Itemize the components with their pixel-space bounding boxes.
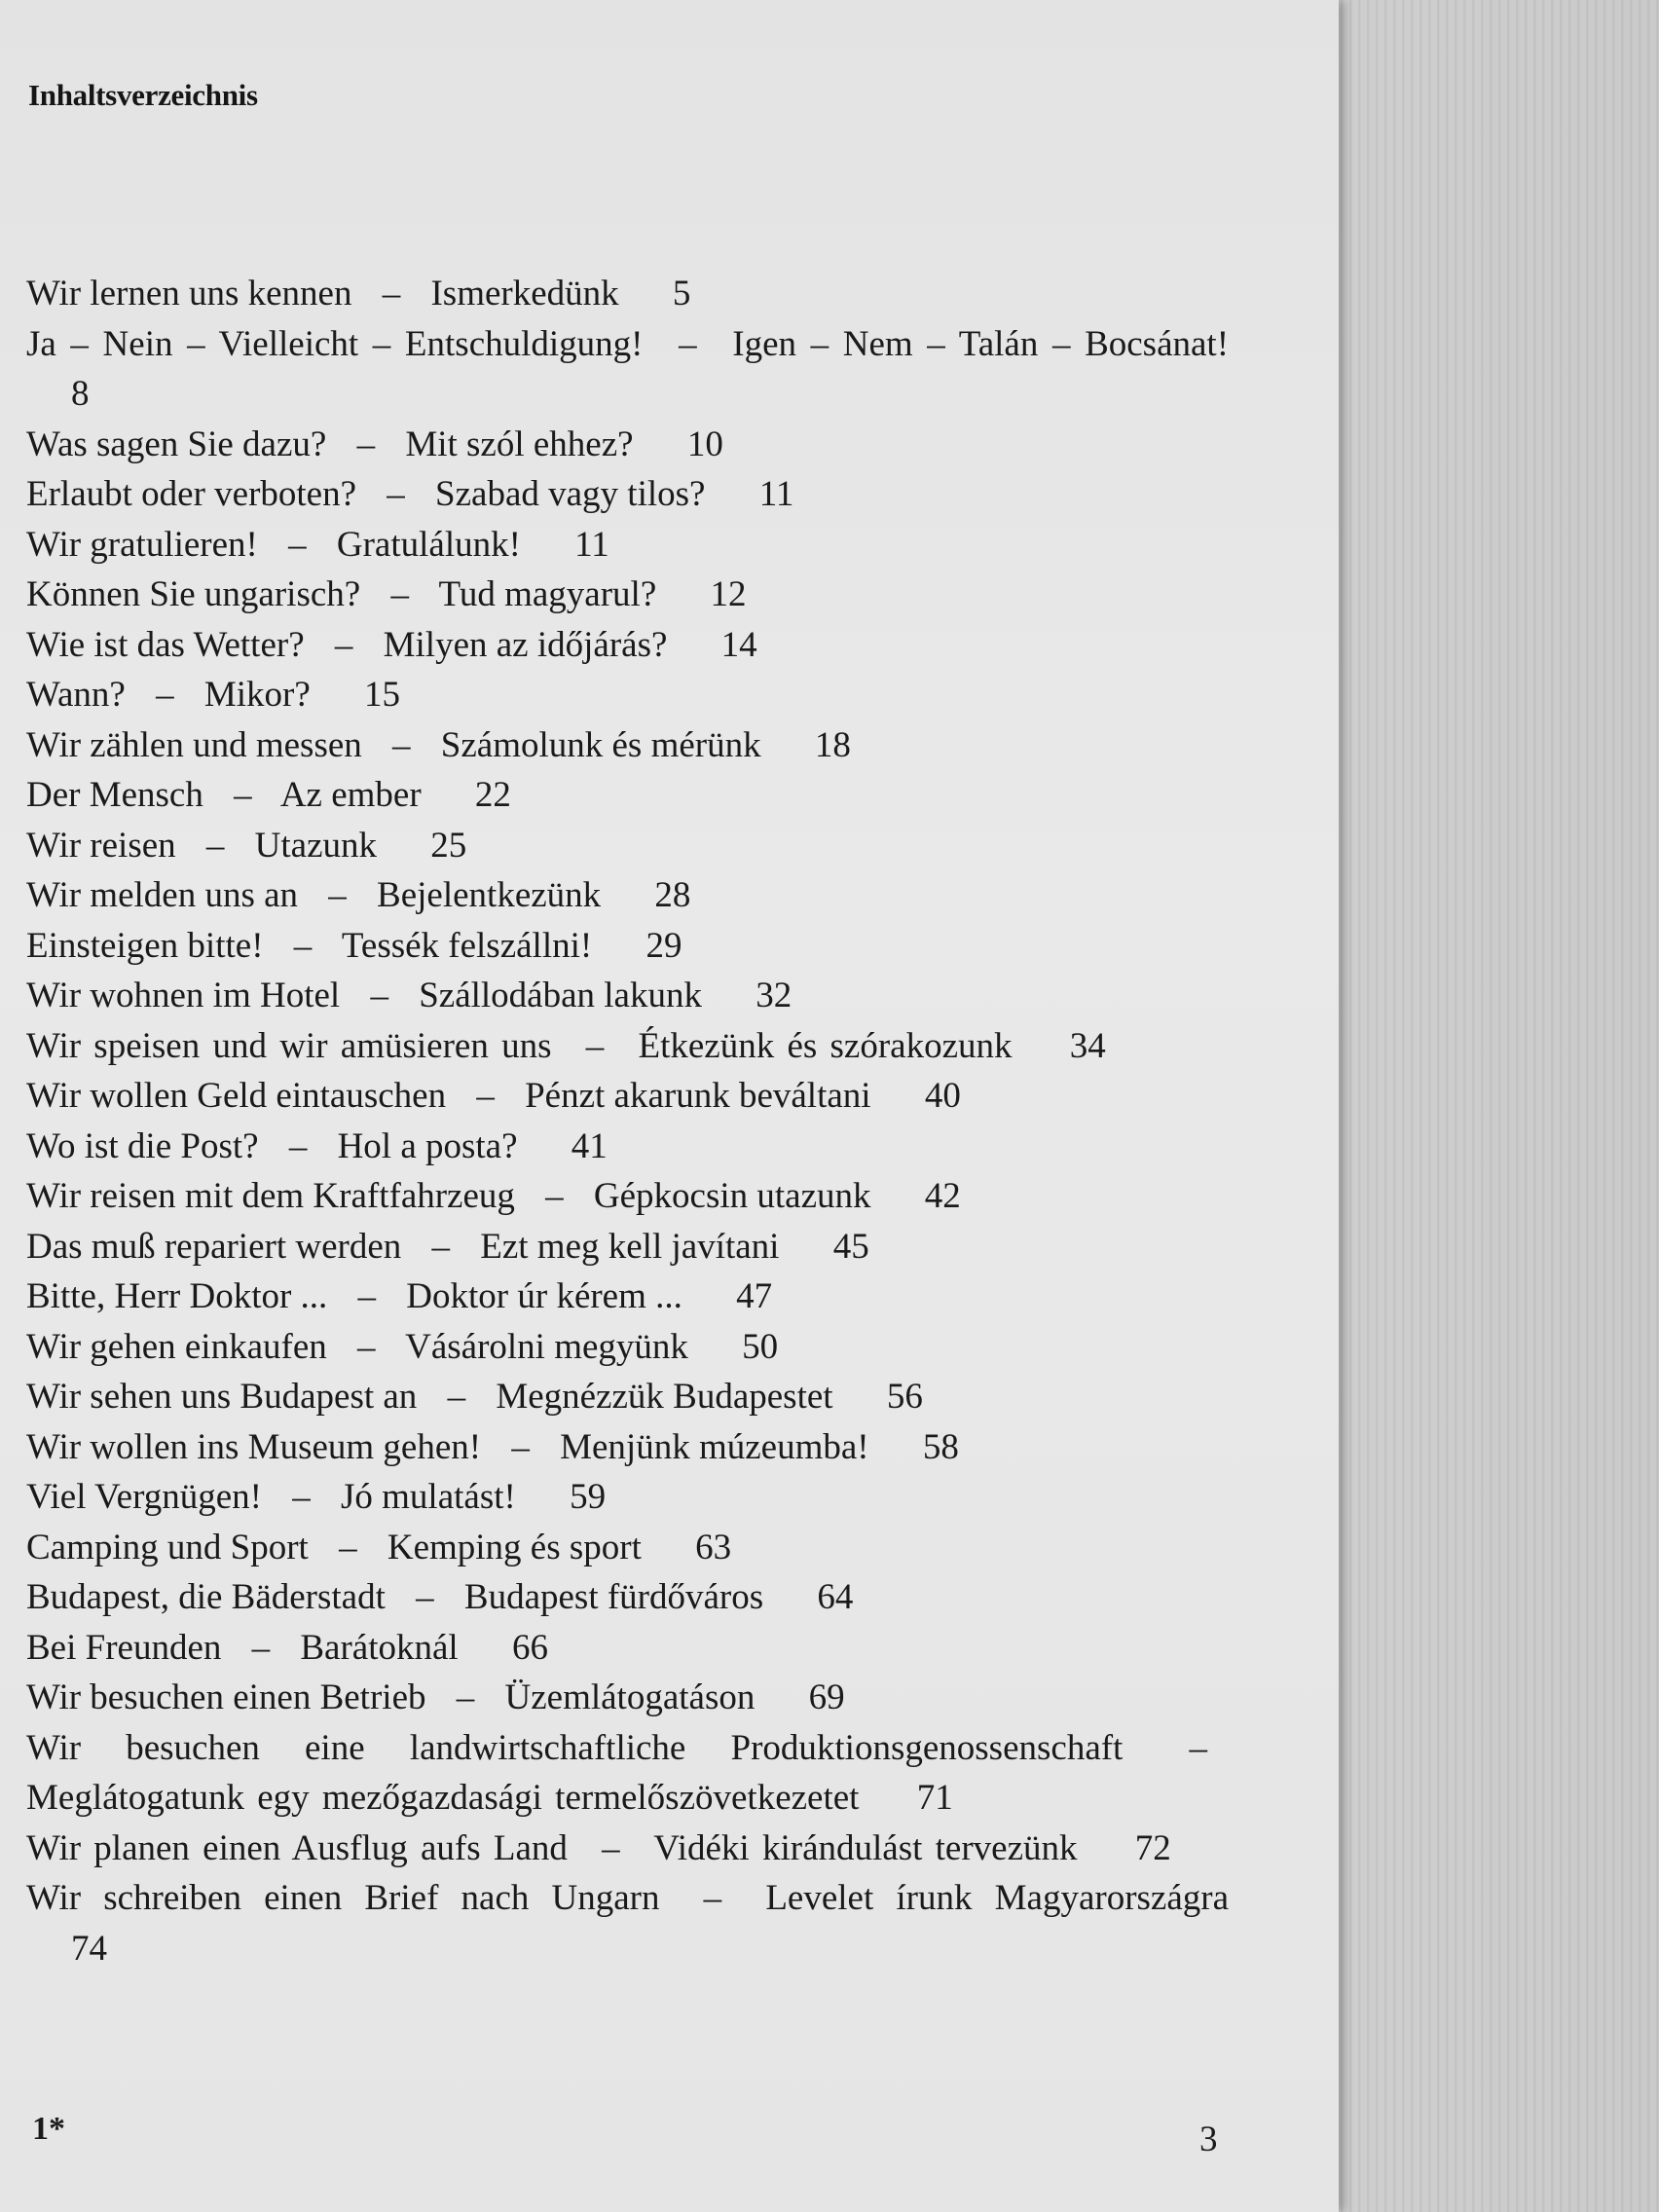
toc-entry-page-number: 45 — [832, 1226, 869, 1267]
toc-entry-hungarian: Jó mulatást! — [341, 1477, 516, 1517]
toc-entry-hungarian: Szállodában lakunk — [419, 976, 702, 1015]
toc-entry-page-number: 11 — [574, 524, 609, 565]
toc-entry-german: Wir besuchen einen Betrieb — [26, 1677, 426, 1717]
toc-entry-hungarian: Étkezünk és szórakozunk — [638, 1025, 1013, 1066]
toc-entry-page-number: 40 — [924, 1076, 961, 1116]
toc-entry-separator: – — [390, 574, 409, 614]
toc-entry-separator: – — [370, 976, 388, 1015]
toc-entry-page-number: 34 — [1069, 1025, 1106, 1066]
toc-entry-hungarian: Vásárolni megyünk — [405, 1326, 688, 1367]
toc-entry-german: Wir reisen — [26, 825, 176, 866]
toc-entry-separator: – — [292, 1477, 311, 1517]
toc-entry-separator: – — [447, 1377, 466, 1417]
toc-entry — [26, 720, 1229, 771]
toc-entry-hungarian: Bejelentkezünk — [377, 875, 602, 915]
toc-entry-hungarian: Mikor? — [203, 675, 311, 715]
toc-entry-page-number: 71 — [916, 1778, 953, 1818]
toc-entry-separator: – — [456, 1677, 475, 1717]
toc-entry-separator: – — [476, 1076, 495, 1116]
page-number: 3 — [1199, 2120, 1218, 2159]
toc-entry-hungarian: Gratulálunk! — [336, 524, 521, 565]
toc-entry-page-number: 12 — [710, 574, 747, 614]
table-of-contents — [26, 269, 1229, 1973]
toc-entry-german: Wir wollen Geld eintauschen — [26, 1076, 447, 1116]
toc-entry-separator: – — [382, 274, 401, 313]
toc-entry-page-number: 18 — [814, 724, 851, 765]
toc-entry-german: Bitte, Herr Doktor ... — [26, 1276, 328, 1316]
toc-entry-separator: – — [334, 624, 353, 665]
toc-entry-page-number: 72 — [1134, 1827, 1171, 1868]
toc-entry-hungarian: Kemping és sport — [387, 1527, 642, 1567]
toc-entry — [26, 1422, 1229, 1473]
toc-entry — [26, 670, 1229, 720]
toc-entry-separator: – — [545, 1176, 564, 1216]
toc-entry-german: Ja – Nein – Vielleicht – Entschuldigung! — [26, 323, 644, 364]
toc-entry-page-number: 10 — [686, 424, 723, 464]
toc-entry-hungarian: Milyen az időjárás? — [383, 624, 668, 665]
toc-entry-separator: – — [234, 775, 252, 815]
toc-entry-german: Wir reisen mit dem Kraftfahrzeug — [26, 1176, 515, 1216]
toc-entry-hungarian: Vidéki kirándulást tervezünk — [653, 1827, 1078, 1868]
toc-entry — [26, 770, 1229, 821]
toc-entry-page-number: 56 — [886, 1377, 923, 1417]
toc-entry-page-number: 28 — [654, 875, 691, 915]
toc-entry-hungarian: Tessék felszállni! — [341, 925, 593, 966]
toc-entry-hungarian: Tud magyarul? — [438, 574, 657, 614]
toc-entry-german: Wir wollen ins Museum gehen! — [26, 1426, 482, 1467]
toc-entry — [26, 1322, 1229, 1373]
toc-entry-separator: – — [703, 1878, 722, 1918]
toc-entry-separator: – — [357, 1276, 377, 1316]
toc-entry-hungarian: Ezt meg kell javítani — [480, 1226, 780, 1267]
toc-entry — [26, 870, 1229, 921]
toc-entry-hungarian: Pénzt akarunk beváltani — [525, 1076, 871, 1116]
toc-entry-german: Wir planen einen Ausflug aufs Land — [26, 1827, 568, 1868]
toc-entry-german: Wir lernen uns kennen — [26, 274, 352, 313]
page-title: Inhaltsverzeichnis — [28, 78, 258, 112]
toc-entry — [26, 420, 1229, 470]
toc-entry — [26, 1122, 1229, 1172]
toc-entry-german: Wo ist die Post? — [26, 1125, 259, 1166]
toc-entry-page-number: 50 — [742, 1326, 779, 1367]
toc-entry — [26, 821, 1229, 871]
toc-entry-german: Bei Freunden — [26, 1627, 222, 1668]
toc-entry-hungarian: Budapest fürdőváros — [463, 1577, 764, 1617]
toc-entry-separator: – — [585, 1025, 605, 1066]
toc-entry-page-number: 8 — [71, 374, 90, 414]
toc-entry-german: Der Mensch — [26, 775, 203, 815]
toc-entry-separator: – — [1189, 1727, 1207, 1768]
toc-entry-hungarian: Az ember — [279, 775, 422, 815]
toc-entry-page-number: 64 — [817, 1577, 854, 1617]
toc-entry-page-number: 74 — [71, 1928, 107, 1969]
toc-entry — [26, 269, 1229, 319]
toc-entry-separator: – — [356, 424, 376, 464]
toc-entry-german: Wir gratulieren! — [26, 524, 258, 565]
toc-entry-hungarian: Hol a posta? — [337, 1125, 518, 1166]
toc-entry-page-number: 25 — [430, 825, 467, 866]
toc-entry-separator: – — [328, 875, 347, 915]
toc-entry-page-number: 14 — [720, 624, 757, 665]
toc-entry — [26, 1523, 1229, 1573]
signature-mark: 1* — [32, 2111, 65, 2147]
toc-entry-page-number: 5 — [672, 274, 691, 313]
toc-entry — [26, 971, 1229, 1021]
toc-entry-separator: – — [293, 925, 313, 966]
toc-entry-hungarian: Menjünk múzeumba! — [560, 1426, 869, 1467]
toc-entry-hungarian: Megnézzük Budapestet — [496, 1377, 833, 1417]
toc-entry-separator: – — [679, 323, 697, 364]
toc-entry — [26, 1021, 1229, 1072]
toc-entry-hungarian: Meglátogatunk egy mezőgazdasági termelőszövetkezetet — [26, 1778, 860, 1818]
toc-entry-hungarian: Levelet írunk Magyarországra — [765, 1878, 1230, 1918]
toc-entry-german: Einsteigen bitte! — [26, 925, 264, 966]
toc-entry-german: Das muß repariert werden — [26, 1226, 402, 1267]
toc-entry-hungarian: Számolunk és mérünk — [440, 724, 761, 765]
toc-entry-german: Budapest, die Bäderstadt — [26, 1577, 386, 1617]
toc-entry-separator: – — [602, 1827, 620, 1868]
toc-entry-german: Wir speisen und wir amüsieren uns — [26, 1025, 552, 1066]
toc-entry-german: Wir sehen uns Budapest an — [26, 1377, 418, 1417]
toc-entry-hungarian: Gépkocsin utazunk — [593, 1176, 871, 1216]
toc-entry-german: Wir melden uns an — [26, 875, 299, 915]
toc-entry-separator: – — [156, 675, 174, 715]
toc-entry-page-number: 29 — [645, 925, 682, 966]
toc-entry-hungarian: Szabad vagy tilos? — [435, 474, 706, 514]
toc-entry-page-number: 42 — [924, 1176, 961, 1216]
toc-entry-german: Wir zählen und messen — [26, 724, 362, 765]
toc-entry-separator: – — [392, 724, 411, 765]
toc-entry — [26, 469, 1229, 520]
toc-entry — [26, 1272, 1229, 1322]
toc-entry-german: Wie ist das Wetter? — [26, 624, 305, 665]
toc-entry-separator: – — [357, 1326, 376, 1367]
toc-entry-page-number: 15 — [364, 675, 400, 715]
toc-entry-german: Wir besuchen eine landwirtschaftliche Produktionsgenossenschaft — [26, 1727, 1124, 1768]
toc-entry — [26, 1572, 1229, 1623]
toc-entry-page-number: 47 — [736, 1276, 773, 1316]
toc-entry-hungarian: Barátoknál — [300, 1627, 459, 1668]
toc-entry — [26, 1873, 1229, 1973]
toc-entry-page-number: 11 — [758, 474, 794, 514]
toc-entry — [26, 1824, 1229, 1874]
toc-entry-german: Camping und Sport — [26, 1527, 309, 1567]
toc-entry-german: Wir schreiben einen Brief nach Ungarn — [26, 1878, 660, 1918]
toc-entry-german: Was sagen Sie dazu? — [26, 424, 327, 464]
toc-entry-hungarian: Üzemlátogatáson — [504, 1677, 756, 1717]
toc-entry-hungarian: Utazunk — [254, 825, 377, 866]
toc-entry-german: Wir wohnen im Hotel — [26, 976, 341, 1015]
toc-entry — [26, 319, 1229, 420]
toc-entry-separator: – — [251, 1627, 271, 1668]
toc-entry-page-number: 66 — [511, 1627, 548, 1668]
toc-entry-hungarian: Mit szól ehhez? — [405, 424, 634, 464]
toc-entry — [26, 1623, 1229, 1674]
toc-entry-page-number: 41 — [571, 1125, 608, 1166]
toc-entry-hungarian: Doktor úr kérem ... — [406, 1276, 682, 1316]
toc-entry — [26, 570, 1229, 620]
toc-entry-german: Erlaubt oder verboten? — [26, 474, 357, 514]
toc-entry-page-number: 69 — [808, 1677, 845, 1717]
toc-entry — [26, 1222, 1229, 1272]
toc-entry-separator: – — [431, 1226, 450, 1267]
toc-entry — [26, 1372, 1229, 1422]
toc-entry — [26, 1472, 1229, 1523]
toc-entry — [26, 1723, 1229, 1824]
toc-entry-separator: – — [511, 1426, 530, 1467]
toc-entry-separator: – — [387, 474, 405, 514]
toc-entry-page-number: 58 — [922, 1426, 959, 1467]
toc-entry-german: Viel Vergnügen! — [26, 1477, 262, 1517]
toc-entry-german: Wir gehen einkaufen — [26, 1326, 327, 1367]
toc-entry-separator: – — [288, 524, 307, 565]
toc-entry — [26, 620, 1229, 671]
toc-entry-separator: – — [205, 825, 225, 866]
toc-entry — [26, 520, 1229, 571]
toc-entry-german: Wann? — [26, 675, 126, 715]
toc-entry-page-number: 63 — [695, 1527, 732, 1567]
toc-entry-german: Können Sie ungarisch? — [26, 574, 361, 614]
toc-entry — [26, 1171, 1229, 1222]
toc-entry — [26, 1673, 1229, 1723]
toc-entry-separator: – — [288, 1125, 308, 1166]
toc-entry-page-number: 32 — [756, 976, 793, 1015]
toc-entry-separator: – — [416, 1577, 434, 1617]
toc-entry — [26, 1071, 1229, 1122]
toc-entry — [26, 921, 1229, 972]
toc-entry-page-number: 59 — [570, 1477, 607, 1517]
toc-entry-page-number: 22 — [474, 775, 511, 815]
toc-entry-hungarian: Ismerkedünk — [430, 274, 619, 313]
toc-entry-hungarian: Igen – Nem – Talán – Bocsánat! — [732, 323, 1230, 364]
toc-entry-separator: – — [339, 1527, 357, 1567]
